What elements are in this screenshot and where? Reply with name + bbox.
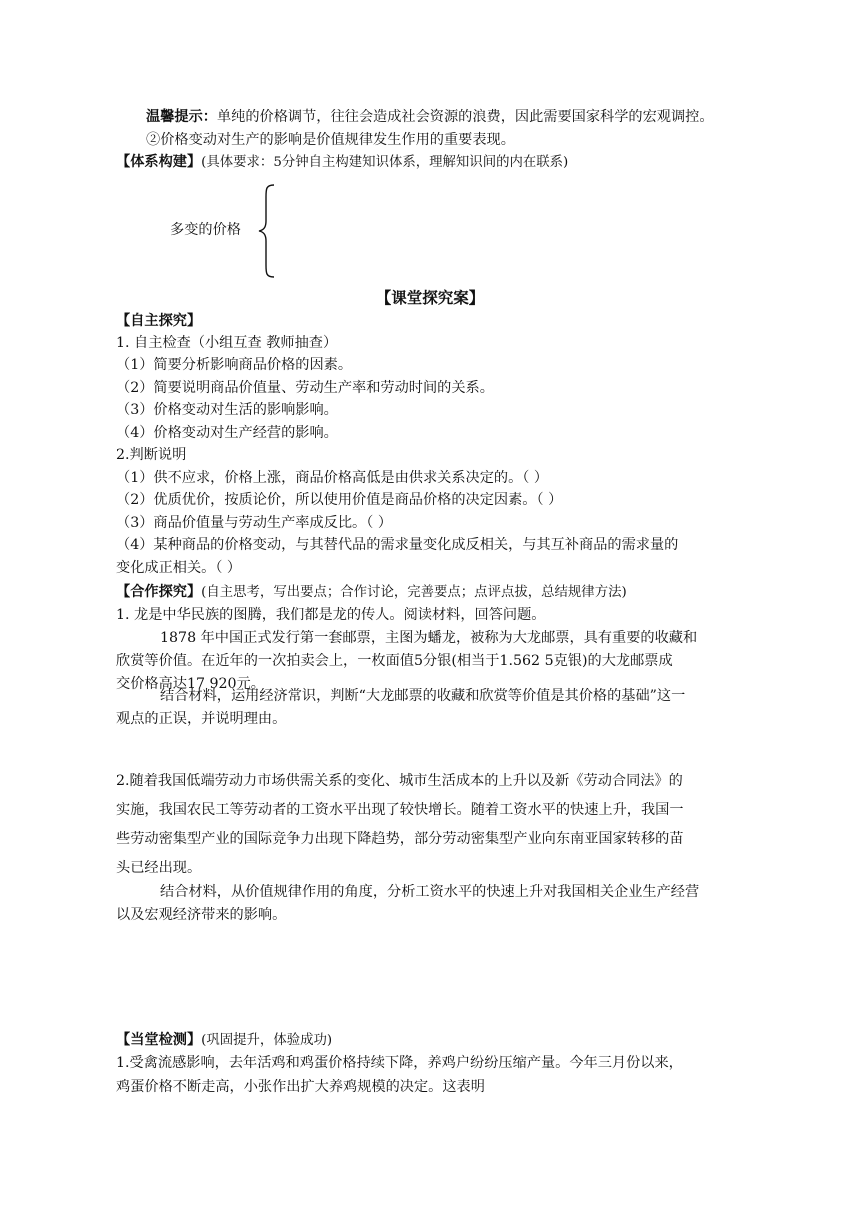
check-item: （2）简要说明商品价值量、劳动生产率和劳动时间的关系。 (116, 380, 494, 396)
check-item: （1）简要分析影响商品价格的因素。 (116, 357, 353, 373)
q1-material: 欣赏等价值。在近年的一次拍卖会上，一枚面值5分银(相当于1.562 5克银)的大龙邮票成 (116, 653, 673, 669)
q1-title: 1. 龙是中华民族的图腾，我们都是龙的传人。阅读材料，回答问题。 (116, 607, 546, 623)
q2-question: 结合材料，从价值规律作用的角度，分析工资水平的快速上升对我国相关企业生产经营 (160, 884, 700, 900)
check-item: （3）价格变动对生活的影响影响。 (116, 402, 338, 418)
check-item: （4）价格变动对生产经营的影响。 (116, 425, 338, 441)
coop-note: (自主思考，写出要点；合作讨论，完善要点；点评点拔，总结规律方法) (201, 585, 627, 600)
test-heading: 【当堂检测】 (116, 1032, 202, 1048)
system-heading: 【体系构建】 (116, 154, 202, 170)
left-brace-icon (258, 183, 278, 279)
tip-line (146, 108, 714, 126)
judge-item: （2）优质优价，按质论价，所以使用价值是商品价格的决定因素。（ ） (116, 492, 563, 508)
coop-line (116, 583, 627, 602)
q2-material: 头已经出现。 (116, 860, 202, 876)
self-inquiry-heading: 【自主探究】 (116, 313, 202, 329)
judge-title: 2.判断说明 (116, 447, 187, 463)
judge-item: （4）某种商品的价格变动，与其替代品的需求量变化成反相关，与其互补商品的需求量的 (116, 537, 679, 553)
test-note: (巩固提升，体验成功) (201, 1033, 333, 1048)
test-line (116, 1031, 332, 1050)
test-q1: 鸡蛋价格不断走高，小张作出扩大养鸡规模的决定。这表明 (116, 1079, 485, 1095)
self-check-title: 1. 自主检查（小组互查 教师抽查） (116, 335, 338, 351)
q1-question: 结合材料，运用经济常识，判断“大龙邮票的收藏和欣赏等价值是其价格的基础”这一 (160, 688, 686, 704)
system-line (116, 153, 568, 172)
tip-label: 温馨提示： (146, 109, 217, 125)
q1-material: 1878 年中国正式发行第一套邮票，主图为蟠龙，被称为大龙邮票，具有重要的收藏和 (160, 630, 698, 646)
q2-material: 2.随着我国低端劳动力市场供需关系的变化、城市生活成本的上升以及新《劳动合同法》的 (116, 773, 683, 789)
q1-question: 观点的正误，并说明理由。 (116, 711, 287, 727)
tip-text: 单纯的价格调节，往往会造成社会资源的浪费，因此需要国家科学的宏观调控。 (216, 109, 714, 125)
system-note: (具体要求：5分钟自主构建知识体系，理解知识间的内在联系) (201, 155, 569, 170)
coop-heading: 【合作探究】 (116, 584, 202, 600)
q2-question: 以及宏观经济带来的影响。 (116, 907, 287, 923)
test-q1: 1.受禽流感影响，去年活鸡和鸡蛋价格持续下降，养鸡户纷纷压缩产量。今年三月份以来， (116, 1055, 683, 1071)
judge-item: （1）供不应求，价格上涨，商品价格高低是由供求关系决定的。（ ） (116, 470, 549, 486)
diagram-label: 多变的价格 (170, 222, 241, 238)
q2-material: 些劳动密集型产业的国际竞争力出现下降趋势，部分劳动密集型产业向东南亚国家转移的苗 (116, 831, 684, 847)
q2-material: 实施，我国农民工等劳动者的工资水平出现了较快增长。随着工资水平的快速上升，我国一 (116, 802, 684, 818)
judge-item: （3）商品价值量与劳动生产率成反比。（ ） (116, 515, 393, 531)
section-title: 【课堂探究案】 (375, 289, 485, 307)
q1-material: 交价格高达17 920元。 (116, 676, 265, 692)
point-2: ②价格变动对生产的影响是价值规律发生作用的重要表现。 (146, 132, 515, 148)
judge-item: 变化成正相关。（ ） (116, 560, 242, 576)
